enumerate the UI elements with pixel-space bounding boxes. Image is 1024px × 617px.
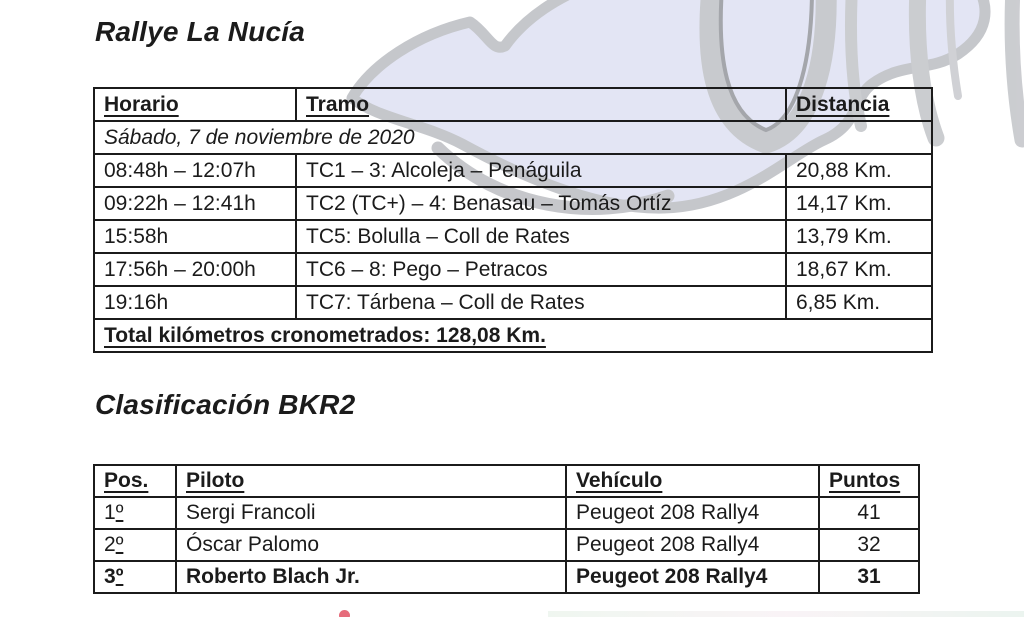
schedule-row bbox=[94, 154, 932, 187]
tramo-cell: TC1 – 3: Alcoleja – Penáguila bbox=[296, 154, 786, 187]
classification-row bbox=[94, 497, 919, 529]
schedule-col-header-distancia: Distancia bbox=[786, 88, 932, 121]
horario-cell: 08:48h – 12:07h bbox=[94, 154, 296, 187]
schedule-total-row bbox=[94, 319, 932, 352]
distancia-cell: 6,85 Km. bbox=[786, 286, 932, 319]
schedule-date-row bbox=[94, 121, 932, 154]
piloto-cell: Roberto Blach Jr. bbox=[176, 561, 566, 593]
page-title-classification: Clasificación BKR2 bbox=[95, 389, 356, 420]
schedule-row bbox=[94, 220, 932, 253]
distancia-cell: 20,88 Km. bbox=[786, 154, 932, 187]
horario-cell: 17:56h – 20:00h bbox=[94, 253, 296, 286]
horario-cell: 15:58h bbox=[94, 220, 296, 253]
tramo-cell: TC7: Tárbena – Coll de Rates bbox=[296, 286, 786, 319]
classification-row bbox=[94, 561, 919, 593]
vehiculo-cell: Peugeot 208 Rally4 bbox=[566, 529, 819, 561]
tramo-cell: TC2 (TC+) – 4: Benasau – Tomás Ortíz bbox=[296, 187, 786, 220]
classification-col-header-piloto: Piloto bbox=[176, 465, 566, 497]
pos-cell: 3º bbox=[94, 561, 176, 593]
horario-cell: 19:16h bbox=[94, 286, 296, 319]
classification-row bbox=[94, 529, 919, 561]
pos-cell: 1º bbox=[94, 497, 176, 529]
cutoff-red-graphic bbox=[339, 610, 350, 617]
classification-table bbox=[93, 464, 920, 594]
puntos-cell: 41 bbox=[819, 497, 919, 529]
schedule-row bbox=[94, 253, 932, 286]
piloto-cell: Óscar Palomo bbox=[176, 529, 566, 561]
schedule-total-cell: Total kilómetros cronometrados: 128,08 Km. bbox=[94, 319, 932, 352]
vehiculo-cell: Peugeot 208 Rally4 bbox=[566, 497, 819, 529]
schedule-table bbox=[93, 87, 933, 353]
vehiculo-cell: Peugeot 208 Rally4 bbox=[566, 561, 819, 593]
distancia-cell: 14,17 Km. bbox=[786, 187, 932, 220]
distancia-cell: 18,67 Km. bbox=[786, 253, 932, 286]
pos-cell: 2º bbox=[94, 529, 176, 561]
page-title-rally: Rallye La Nucía bbox=[95, 16, 305, 47]
classification-col-header-pos: Pos. bbox=[94, 465, 176, 497]
horario-cell: 09:22h – 12:41h bbox=[94, 187, 296, 220]
piloto-cell: Sergi Francoli bbox=[176, 497, 566, 529]
classification-col-header-puntos: Puntos bbox=[819, 465, 919, 497]
tramo-cell: TC5: Bolulla – Coll de Rates bbox=[296, 220, 786, 253]
distancia-cell: 13,79 Km. bbox=[786, 220, 932, 253]
puntos-cell: 32 bbox=[819, 529, 919, 561]
cutoff-tint-graphic bbox=[548, 611, 1024, 617]
schedule-col-header-tramo: Tramo bbox=[296, 88, 786, 121]
tramo-cell: TC6 – 8: Pego – Petracos bbox=[296, 253, 786, 286]
classification-header-row bbox=[94, 465, 919, 497]
schedule-col-header-horario: Horario bbox=[94, 88, 296, 121]
schedule-row bbox=[94, 187, 932, 220]
schedule-header-row bbox=[94, 88, 932, 121]
schedule-row bbox=[94, 286, 932, 319]
puntos-cell: 31 bbox=[819, 561, 919, 593]
schedule-date-cell: Sábado, 7 de noviembre de 2020 bbox=[94, 121, 932, 154]
classification-col-header-vehiculo: Vehículo bbox=[566, 465, 819, 497]
